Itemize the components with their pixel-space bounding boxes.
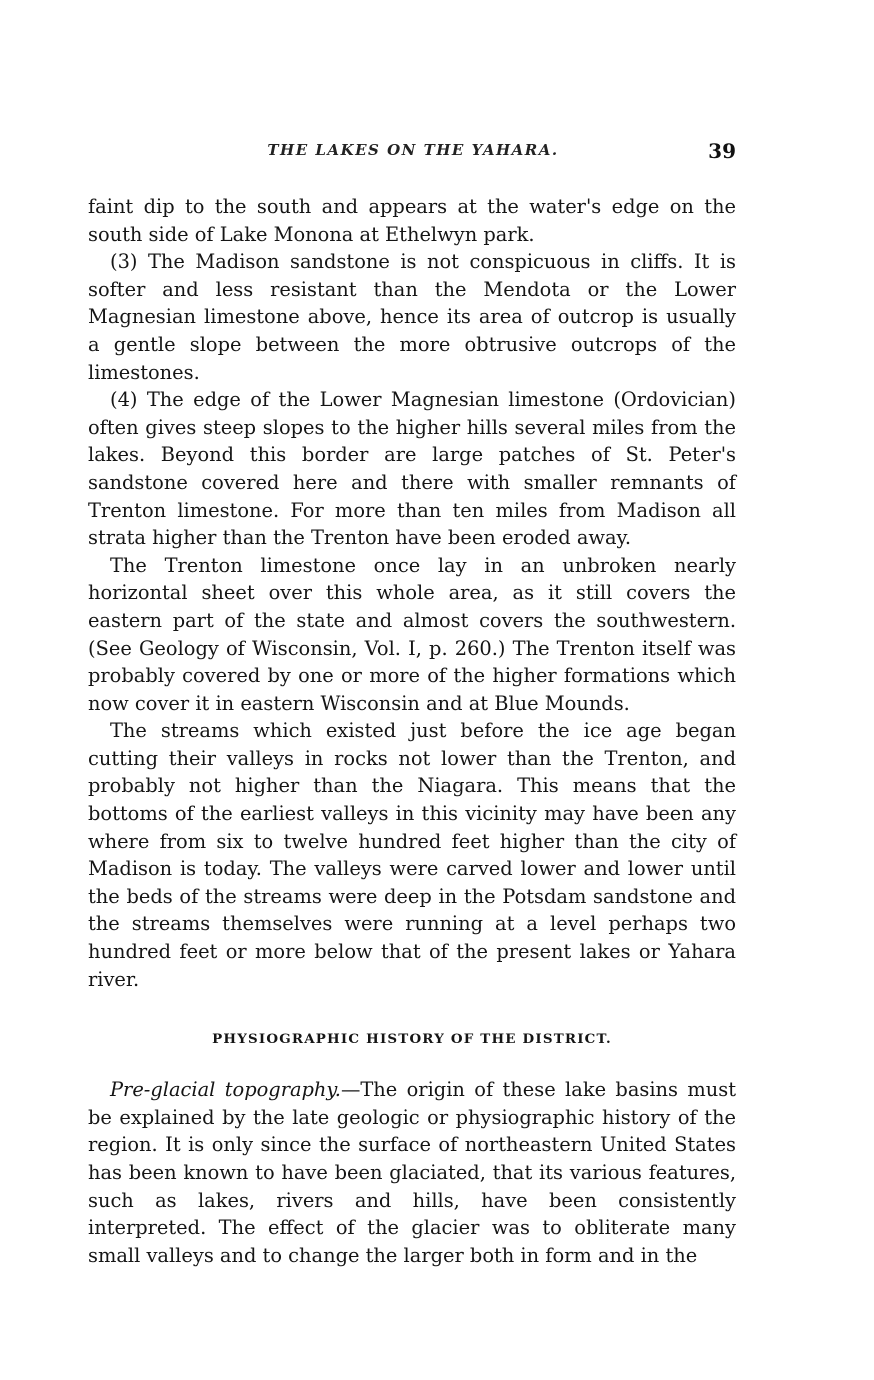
body-text — [88, 193, 736, 1269]
paragraph-body: —The origin of these lake basins must be explained by the late geologic or physiographic history of the region. It is only since the surface of northeastern United States has been known to have been glaciated, that its various features, such as lakes, rivers and hills, have been consistently interpreted. The effect of the glacier was to obliterate many small valleys and to change the larger both in form and in the — [88, 1078, 736, 1267]
paragraph-trenton-limestone: The Trenton limestone once lay in an unbroken nearly horizontal sheet over this whole area, as it still covers the eastern part of the state and almost covers the southwestern. (See Geology of Wisconsin, Vol. I, p. 260.) The Trenton itself was probably covered by one or more of the higher formations which now cover it in eastern Wisconsin and at Blue Mounds. — [88, 553, 736, 715]
page-header — [88, 141, 738, 169]
paragraph-pre-glacial — [88, 1076, 736, 1269]
paragraph-lower-magnesian: (4) The edge of the Lower Magnesian limestone (Ordovician) often gives steep slopes to the higher hills several miles from the lakes. Beyond this border are large patches of St. Peter's sandstone covered here and there with smaller remnants of Trenton limestone. For more than ten miles from Madison all strata higher than the Trenton have been eroded away. — [88, 388, 736, 550]
paragraph-continuation: faint dip to the south and appears at the water's edge on the south side of Lake Monona at Ethelwyn park. — [88, 195, 736, 246]
paragraph-streams: The streams which existed just before the ice age began cutting their valleys in rocks not lower than the Trenton, and probably not higher than the Niagara. This means that the bottoms of the earliest valleys in this vicinity may have been any where from six to twelve hundred feet higher than the city of Madison is today. The valleys were carved lower and lower until the beds of the streams were deep in the Potsdam sandstone and the streams themselves were running at a level perhaps two hundred feet or more below that of the present lakes or Yahara river. — [88, 719, 736, 991]
paragraph-madison-sandstone: (3) The Madison sandstone is not conspicuous in cliffs. It is softer and less resistant than the Mendota or the Lower Magnesian limestone above, hence its area of outcrop is usually a gentle slope between the more obtrusive outcrops of the limestones. — [88, 250, 736, 384]
page-number: 39 — [708, 139, 736, 163]
paragraph-lead-in: Pre-glacial topography. — [110, 1078, 341, 1102]
running-title: THE LAKES ON THE YAHARA. — [267, 141, 559, 159]
section-heading: PHYSIOGRAPHIC HISTORY OF THE DISTRICT. — [212, 1031, 612, 1048]
